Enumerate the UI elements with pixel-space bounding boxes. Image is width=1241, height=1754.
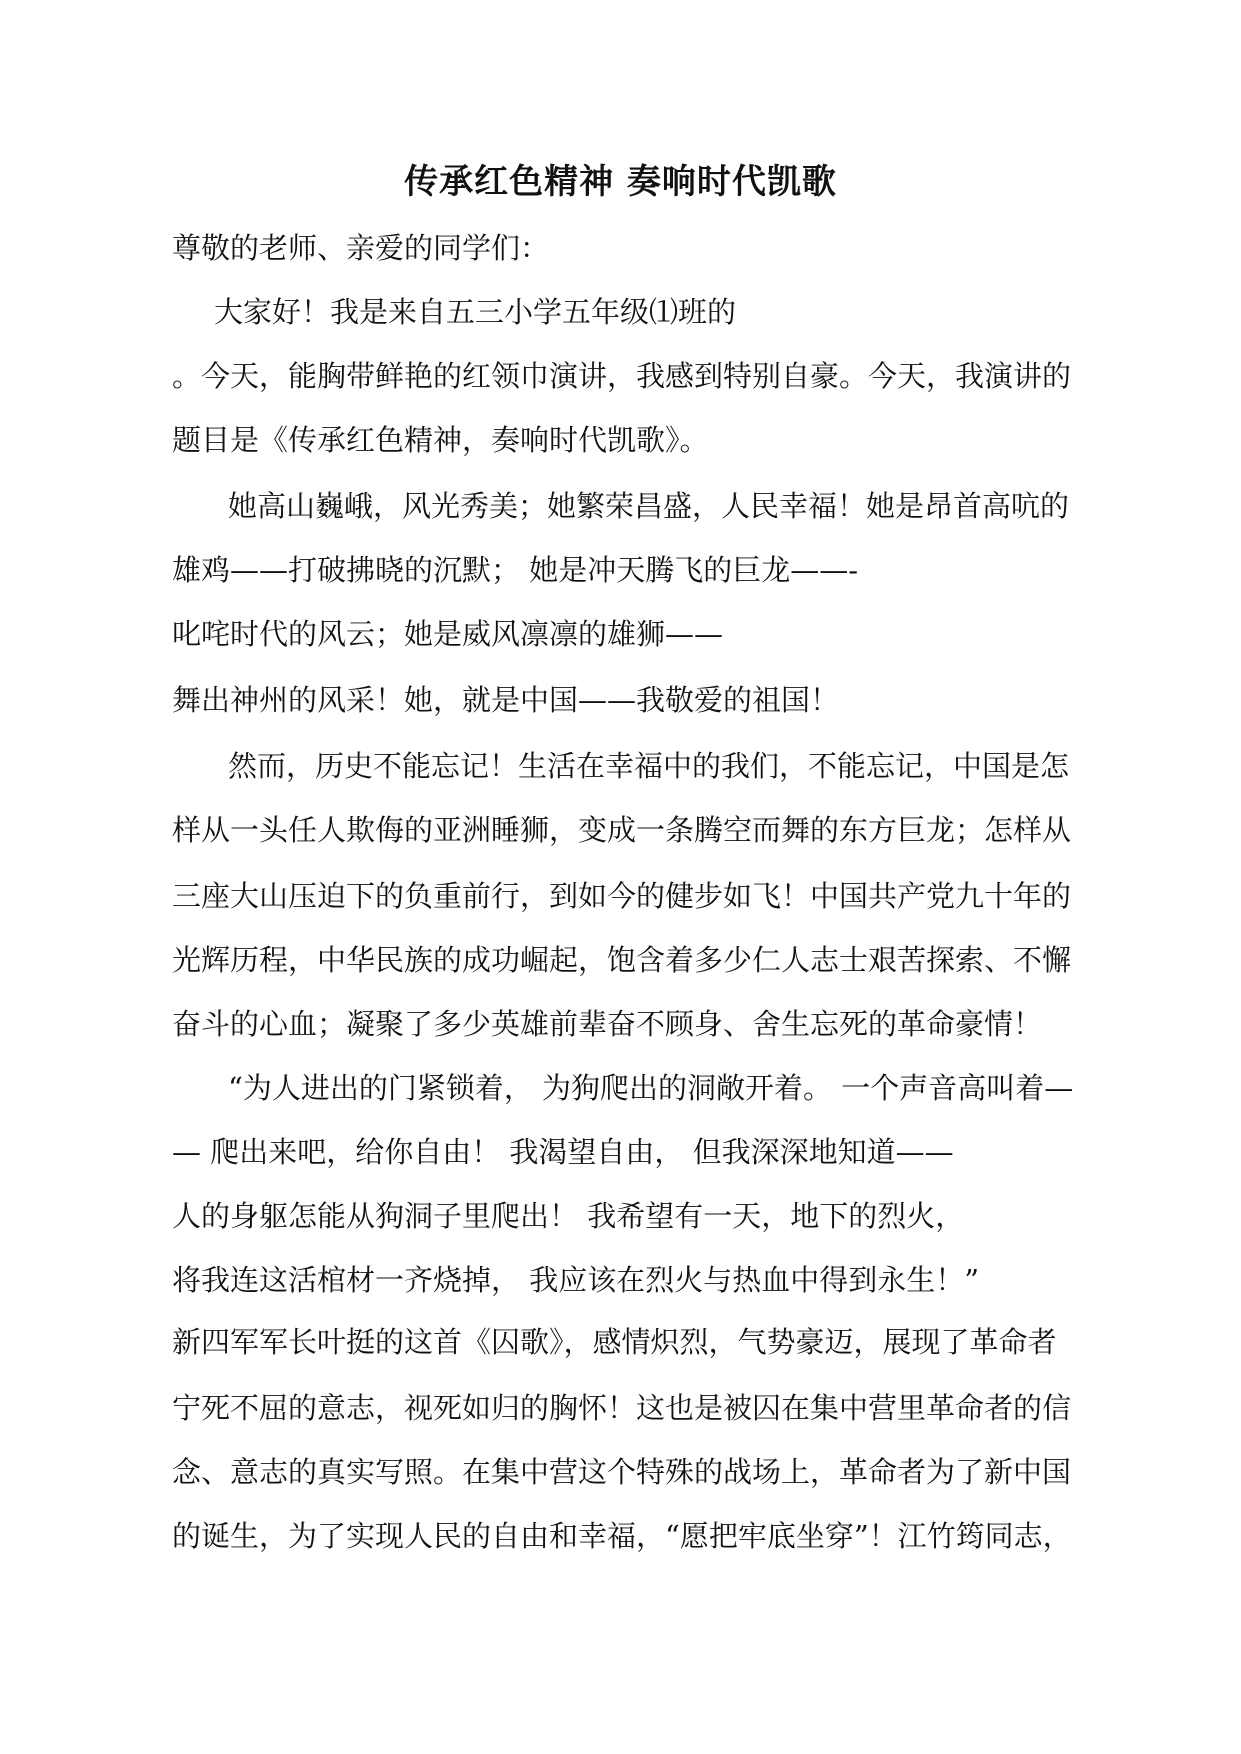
paragraph-line: 奋斗的心血；凝聚了多少英雄前辈奋不顾身、舍生忘死的革命豪情！ <box>172 1007 1043 1041</box>
poem-line: — 爬出来吧，给你自由！ 我渴望自由， 但我深深地知道—— <box>172 1135 954 1169</box>
paragraph-line: 然而，历史不能忘记！生活在幸福中的我们，不能忘记，中国是怎 <box>228 749 1070 783</box>
salutation-line: 尊敬的老师、亲爱的同学们： <box>172 231 550 265</box>
poem-line: 将我连这活棺材一齐烧掉， 我应该在烈火与热血中得到永生！” <box>172 1263 980 1297</box>
paragraph-line: 题目是《传承红色精神，奏响时代凯歌》。 <box>172 423 709 457</box>
paragraph-line: 舞出神州的风采！她，就是中国——我敬爱的祖国！ <box>172 683 840 717</box>
document-title: 传承红色精神 奏响时代凯歌 <box>404 162 837 202</box>
paragraph-line: 样从一头任人欺侮的亚洲睡狮，变成一条腾空而舞的东方巨龙；怎样从 <box>172 813 1072 847</box>
poem-line: “为人进出的门紧锁着， 为狗爬出的洞敞开着。 一个声音高叫着— <box>228 1071 1074 1105</box>
paragraph-line: 。今天，能胸带鲜艳的红领巾演讲，我感到特别自豪。今天，我演讲的 <box>172 359 1072 393</box>
paragraph-line: 光辉历程，中华民族的成功崛起，饱含着多少仁人志士艰苦探索、不懈 <box>172 943 1072 977</box>
paragraph-line: 叱咤时代的风云；她是威风凛凛的雄狮—— <box>172 617 724 651</box>
paragraph-line: 新四军军长叶挺的这首《囚歌》，感情炽烈，气势豪迈，展现了革命者 <box>172 1325 1057 1359</box>
paragraph-line: 雄鸡——打破拂晓的沉默； 她是冲天腾飞的巨龙——- <box>172 553 859 587</box>
paragraph-line: 宁死不屈的意志，视死如归的胸怀！这也是被囚在集中营里革命者的信 <box>172 1391 1072 1425</box>
paragraph-line: 的诞生，为了实现人民的自由和幸福，“愿把牢底坐穿”！江竹筠同志， <box>172 1519 1072 1553</box>
paragraph-line: 三座大山压迫下的负重前行，到如今的健步如飞！中国共产党九十年的 <box>172 879 1072 913</box>
paragraph-line: 大家好！我是来自五三小学五年级⑴班的 <box>214 295 737 329</box>
poem-line: 人的身躯怎能从狗洞子里爬出！ 我希望有一天，地下的烈火， <box>172 1199 965 1233</box>
paragraph-line: 念、意志的真实写照。在集中营这个特殊的战场上，革命者为了新中国 <box>172 1455 1072 1489</box>
paragraph-line: 她高山巍峨，风光秀美；她繁荣昌盛，人民幸福！她是昂首高吭的 <box>228 489 1070 523</box>
